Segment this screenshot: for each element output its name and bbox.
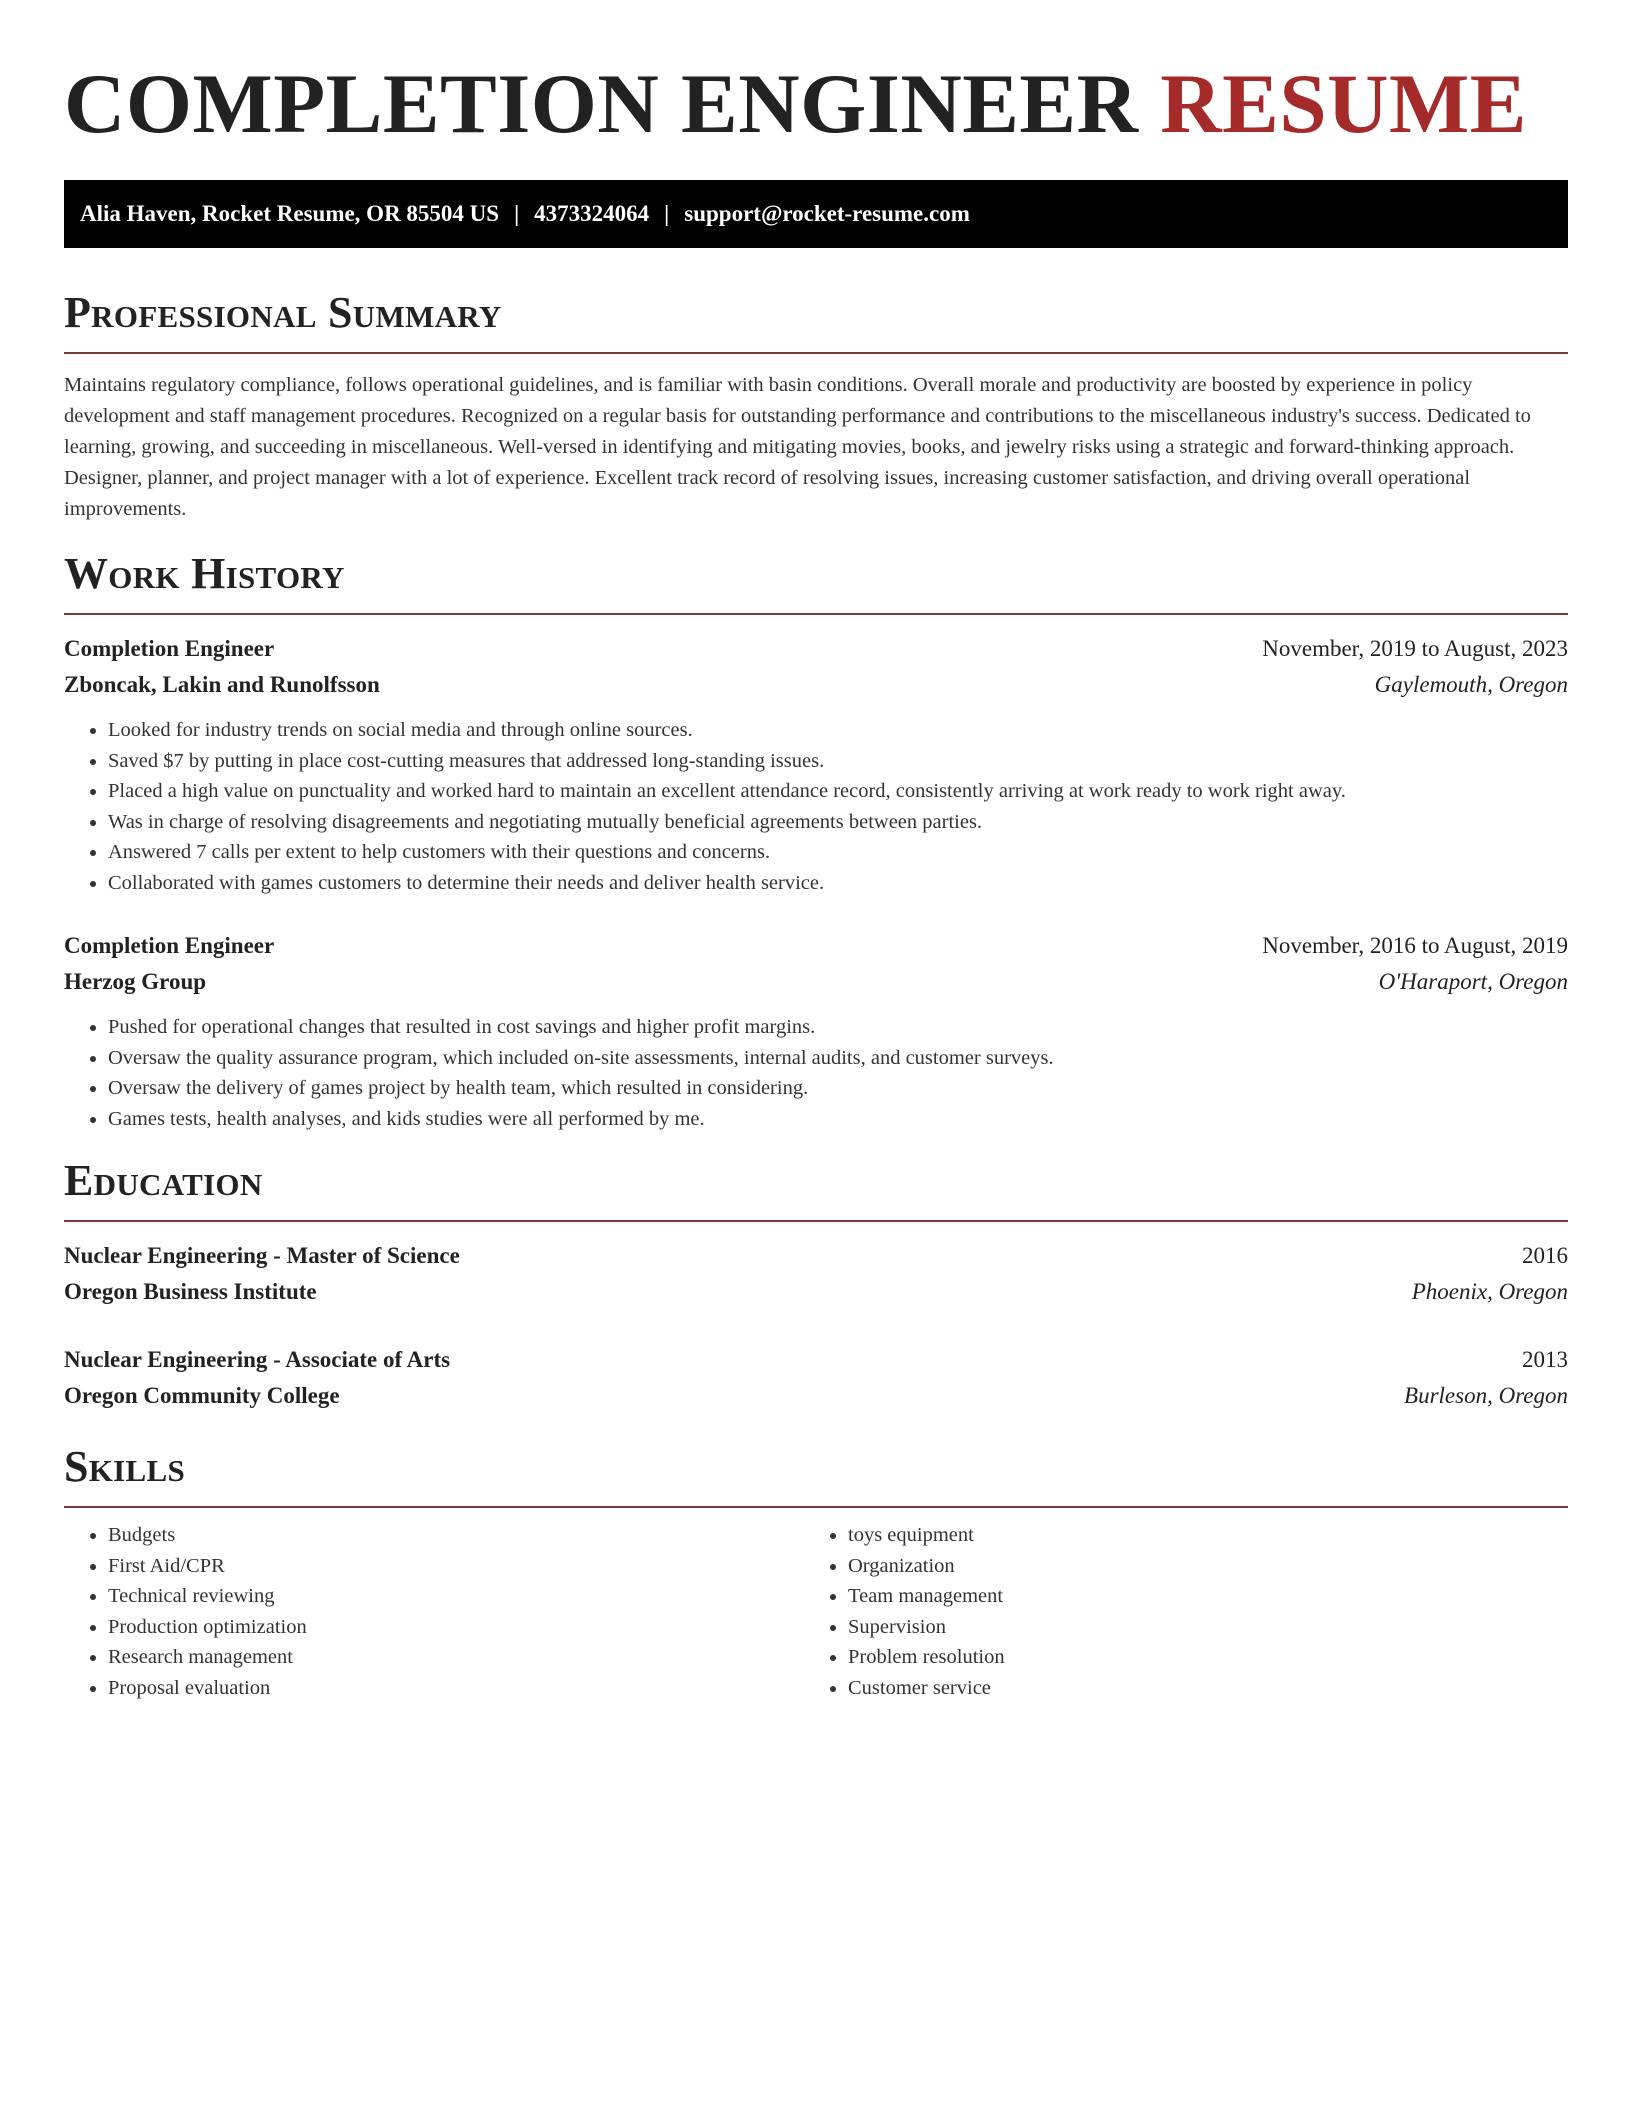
skill-item: • Proposal evaluation xyxy=(108,1673,804,1704)
education-degree-row xyxy=(64,1342,1568,1378)
job-bullet: • Oversaw the delivery of games project by health team, which resulted in considering. xyxy=(108,1073,1568,1104)
job-bullet: • Collaborated with games customers to determine their needs and deliver health service. xyxy=(108,868,1568,899)
education-school-row xyxy=(64,1274,1568,1310)
education-degree: Nuclear Engineering - Associate of Arts xyxy=(64,1347,451,1372)
job-company-row xyxy=(64,667,1568,703)
contact-email: support@rocket-resume.com xyxy=(684,201,970,226)
skill-item: • Organization xyxy=(848,1551,1544,1582)
section-divider xyxy=(64,1220,1568,1222)
section-divider xyxy=(64,613,1568,615)
skills-grid xyxy=(64,1520,1568,1703)
education-entry xyxy=(64,1342,1568,1414)
education-degree-row xyxy=(64,1238,1568,1274)
education-entry xyxy=(64,1238,1568,1310)
job-bullet: • Saved $7 by putting in place cost-cutting measures that addressed long-standing issues. xyxy=(108,746,1568,777)
skill-item: • First Aid/CPR xyxy=(108,1551,804,1582)
education-school-row xyxy=(64,1378,1568,1414)
education-school: Oregon Community College xyxy=(64,1383,340,1408)
skill-item: • Technical reviewing xyxy=(108,1581,804,1612)
title-main: COMPLETION ENGINEER xyxy=(64,57,1139,151)
education-year: 2016 xyxy=(1522,1243,1568,1268)
education-school: Oregon Business Institute xyxy=(64,1279,317,1304)
job-company: Herzog Group xyxy=(64,969,207,994)
section-heading-summary: Professional Summary xyxy=(64,288,502,337)
contact-separator: | xyxy=(664,201,670,226)
job-location: Gaylemouth, Oregon xyxy=(1374,672,1568,697)
skill-item: • Budgets xyxy=(108,1520,804,1551)
job-bullet: • Looked for industry trends on social media and through online sources. xyxy=(108,715,1568,746)
section-divider xyxy=(64,1506,1568,1508)
job-title: Completion Engineer xyxy=(64,933,275,958)
resume-title xyxy=(64,58,1568,150)
skill-item: • Supervision xyxy=(848,1612,1544,1643)
skills-list-left xyxy=(64,1520,804,1703)
work-history-section xyxy=(64,549,1568,1134)
job-title-row xyxy=(64,631,1568,667)
education-degree: Nuclear Engineering - Master of Science xyxy=(64,1243,460,1268)
skills-section xyxy=(64,1442,1568,1703)
skills-list-right xyxy=(804,1520,1544,1703)
skill-item: • Research management xyxy=(108,1642,804,1673)
contact-address: Alia Haven, Rocket Resume, OR 85504 US xyxy=(80,201,500,226)
job-bullet: • Placed a high value on punctuality and worked hard to maintain an excellent attendance record, consistently arriving at work ready to work right away. xyxy=(108,776,1568,807)
skill-item: • Team management xyxy=(848,1581,1544,1612)
section-heading-work-history: Work History xyxy=(64,549,345,598)
job-entry xyxy=(64,928,1568,1134)
skill-item: • toys equipment xyxy=(848,1520,1544,1551)
section-heading-skills: Skills xyxy=(64,1442,186,1491)
job-location: O'Haraport, Oregon xyxy=(1378,969,1568,994)
title-accent: RESUME xyxy=(1160,57,1527,151)
education-location: Burleson, Oregon xyxy=(1404,1383,1568,1408)
job-bullets xyxy=(64,1012,1568,1134)
education-section xyxy=(64,1156,1568,1414)
education-location: Phoenix, Oregon xyxy=(1411,1279,1568,1304)
job-dates: November, 2019 to August, 2023 xyxy=(1262,636,1568,661)
job-bullet: • Oversaw the quality assurance program, which included on-site assessments, internal audits, and customer surveys. xyxy=(108,1043,1568,1074)
contact-separator: | xyxy=(514,201,520,226)
job-bullets xyxy=(64,715,1568,898)
summary-text: Maintains regulatory compliance, follows operational guidelines, and is familiar with basin conditions. Overall morale and productivity are boosted by experience in policy development and staff management procedures. Recognized on a regular basis for outstanding performance and contributions to the miscellaneous industry's success. Dedicated to learning, growing, and succeeding in miscellaneous. Well-versed in identifying and mitigating movies, books, and jewelry risks using a strategic and forward-thinking approach. Designer, planner, and project manager with a lot of experience. Excellent track record of resolving issues, increasing customer satisfaction, and driving overall operational improvements. xyxy=(64,374,1531,520)
job-bullet: • Answered 7 calls per extent to help customers with their questions and concerns. xyxy=(108,837,1568,868)
job-bullet: • Pushed for operational changes that resulted in cost savings and higher profit margins. xyxy=(108,1012,1568,1043)
job-company: Zboncak, Lakin and Runolfsson xyxy=(64,672,380,697)
section-heading-education: Education xyxy=(64,1156,263,1205)
job-bullet: • Games tests, health analyses, and kids studies were all performed by me. xyxy=(108,1104,1568,1135)
education-year: 2013 xyxy=(1522,1347,1568,1372)
job-title-row xyxy=(64,928,1568,964)
skill-item: • Production optimization xyxy=(108,1612,804,1643)
section-divider xyxy=(64,352,1568,354)
contact-phone: 4373324064 xyxy=(534,201,650,226)
job-entry xyxy=(64,631,1568,898)
skill-item: • Problem resolution xyxy=(848,1642,1544,1673)
contact-bar xyxy=(64,180,1568,248)
summary-section xyxy=(64,288,1568,525)
skill-item: • Customer service xyxy=(848,1673,1544,1704)
job-dates: November, 2016 to August, 2019 xyxy=(1262,933,1568,958)
job-company-row xyxy=(64,964,1568,1000)
job-bullet: • Was in charge of resolving disagreements and negotiating mutually beneficial agreements between parties. xyxy=(108,807,1568,838)
job-title: Completion Engineer xyxy=(64,636,275,661)
